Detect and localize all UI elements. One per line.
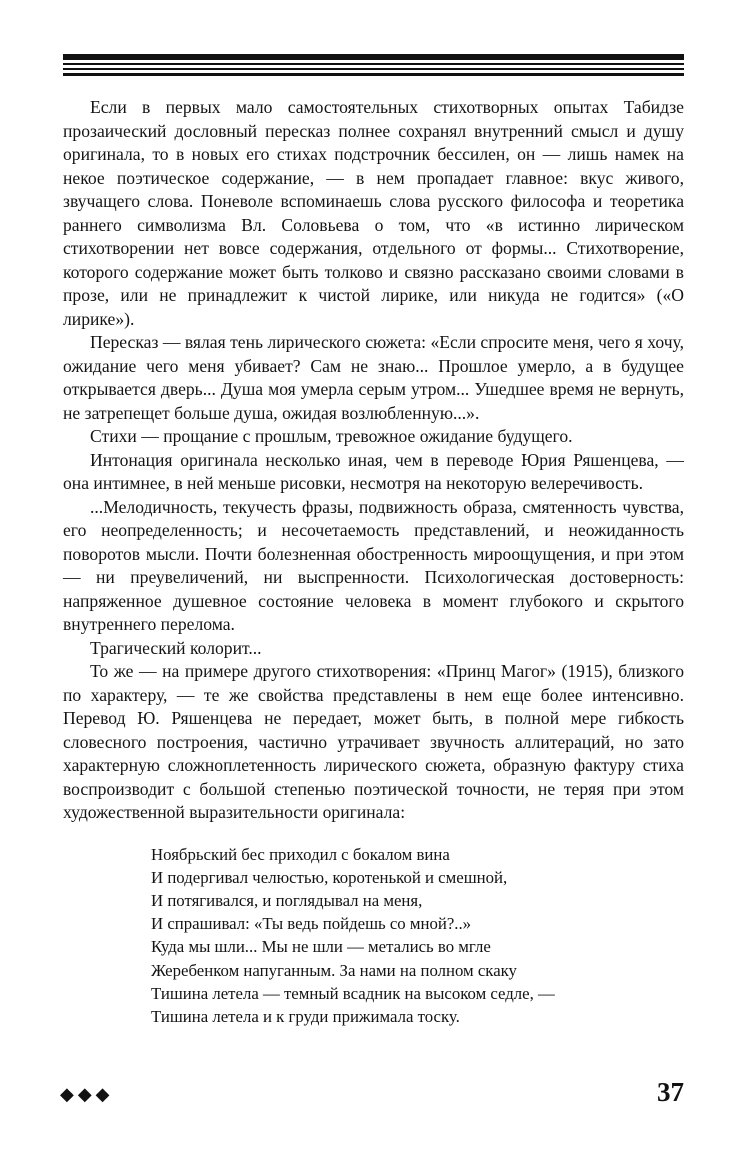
header-rule-thin xyxy=(63,68,684,70)
poem-line: И потягивался, и поглядывал на меня, xyxy=(151,890,423,910)
header-rule-thin xyxy=(63,63,684,65)
poem-quote xyxy=(151,843,684,1029)
paragraph: Интонация оригинала несколько иная, чем в переводе Юрия Ряшенцева, — она интимнее, в ней меньше рисовки, несмотря на некоторую велеречивость. xyxy=(63,449,684,493)
diamond-ornament: ◆◆◆ xyxy=(60,1084,114,1105)
paragraph: Стихи — прощание с прошлым, тревожное ожидание будущего. xyxy=(90,426,573,446)
poem-line: Куда мы шли... Мы не шли — метались во мгле xyxy=(151,937,491,957)
paragraph: То же — на примере другого стихотворения: «Принц Магог» (1915), близкого по характеру, — те же свойства представлены в нем еще более интенсивно. Перевод Ю. Ряшенцева не передает, может быть, в полной мере гибкость словесного построения, частично утрачивает звучность аллитераций, но зато характерную сложноплетенность лирического сюжета, образную фактуру стиха воспроизводит с большой степенью поэтической точности, не теряя при этом художественной выразительности оригинала: xyxy=(63,661,684,822)
poem-line: И спрашивал: «Ты ведь пойдешь со мной?..» xyxy=(151,914,472,934)
poem-line: Тишина летела и к груди прижимала тоску. xyxy=(151,1006,460,1026)
poem-line: Жеребенком напуганным. За нами на полном скаку xyxy=(151,960,517,980)
paragraph: Трагический колорит... xyxy=(90,637,262,658)
header-rule-thin xyxy=(63,73,684,76)
page-number: 37 xyxy=(657,1077,684,1107)
paragraph: ...Мелодичность, текучесть фразы, подвижность образа, смятенность чувства, его неопределенность; и несочетаемость представлений, и неожиданность поворотов мысли. Почти болезненная обостренность мироощущения, и при этом — ни преувеличений, ни выспренности. Психологическая достоверность: напряженное душевное состояние человека в момент глубокого и скрытого внутреннего перелома. xyxy=(63,496,684,634)
poem-line: И подергивал челюстью, коротенькой и смешной, xyxy=(151,867,508,887)
header-rule-thick xyxy=(63,54,684,60)
body-text xyxy=(63,96,684,1028)
poem-line: Тишина летела — темный всадник на высоком седле, — xyxy=(151,983,555,1003)
poem-line: Ноябрьский бес приходил с бокалом вина xyxy=(151,844,450,864)
paragraph: Пересказ — вялая тень лирического сюжета: «Если спросите меня, чего я хочу, ожидание чего меня убивает? Сам не знаю... Прошлое умерло, а в будущее открывается дверь... Душа моя умерла серым утром... Ушедшее время не вернуть, не затрепещет больше душа, ожидая возлюбленную...». xyxy=(63,332,684,423)
paragraph: Если в первых мало самостоятельных стихотворных опытах Табидзе прозаический дословный пересказ полнее сохранял внутренний смысл и душу оригинала, то в новых его стихах подстрочник бессилен, он — лишь намек на некое поэтическое содержание, — в нем пропадает главное: вкус живого, звучащего слова. Поневоле вспоминаешь слова русского философа и теоретика раннего символизма Вл. Соловьева о том, что «в истинно лирическом стихотворении нет вовсе содержания, отдельного от формы... Стихотворение, которого содержание может быть толково и связно рассказано своими словами в прозе, или не принадлежит к чистой лирике, или никуда не годится» («О лирике»). xyxy=(63,97,684,329)
